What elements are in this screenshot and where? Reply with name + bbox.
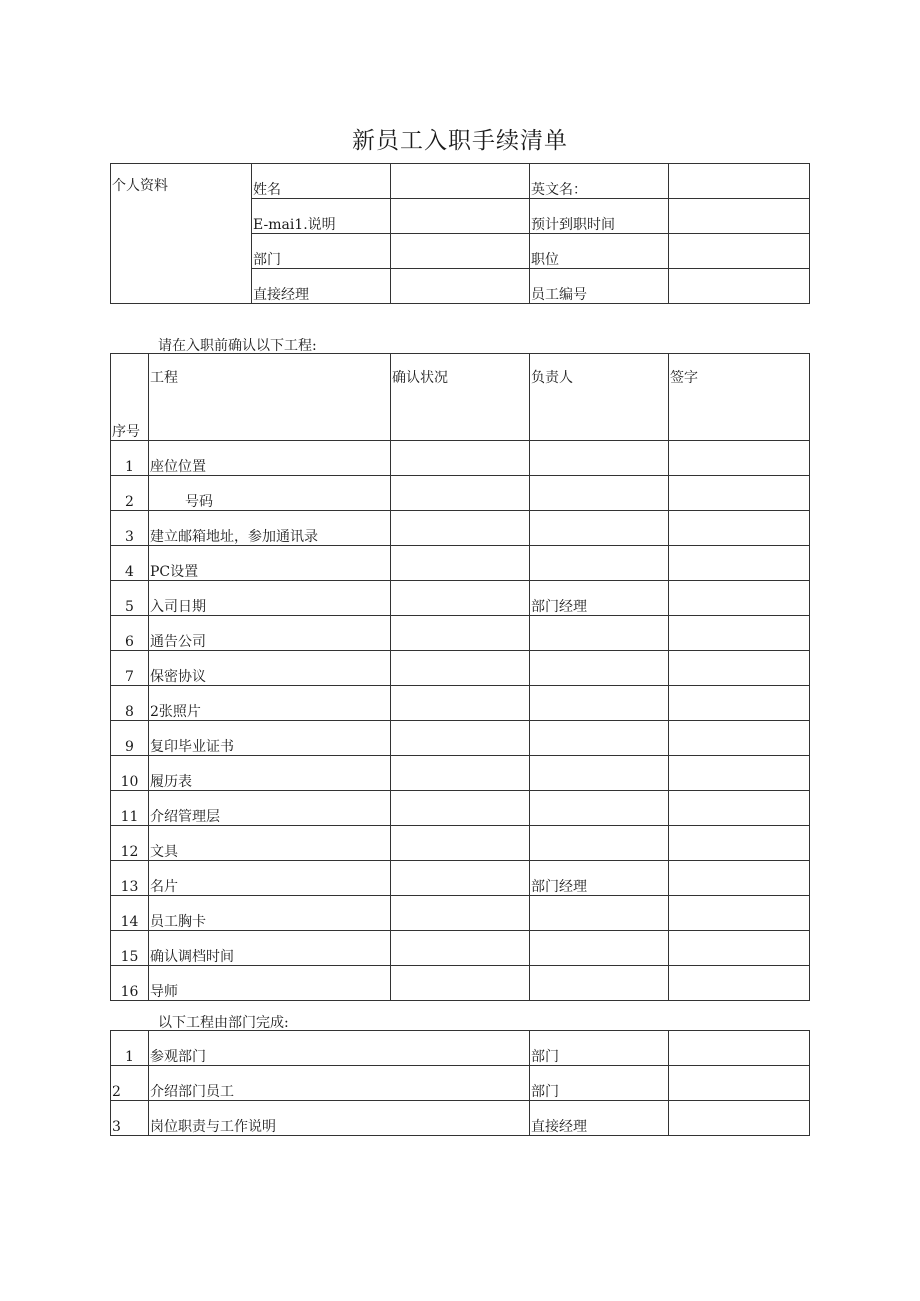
row-number: 5	[111, 581, 149, 616]
owner-header: 负责人	[530, 354, 669, 441]
sign-cell[interactable]	[669, 756, 810, 791]
table-row	[111, 966, 810, 1001]
position-label: 职位	[530, 234, 669, 269]
status-cell[interactable]	[391, 441, 530, 476]
owner-cell	[530, 826, 669, 861]
status-cell[interactable]	[391, 616, 530, 651]
sign-cell[interactable]	[669, 1031, 810, 1066]
status-cell[interactable]	[391, 721, 530, 756]
row-number: 12	[111, 826, 149, 861]
status-cell[interactable]	[391, 966, 530, 1001]
owner-cell	[530, 476, 669, 511]
task-item: 履历表	[149, 756, 391, 791]
table-row	[111, 1066, 810, 1101]
english-name-label: 英文名：	[530, 164, 669, 199]
department-label: 部门	[252, 234, 391, 269]
task-item: PC设置	[149, 546, 391, 581]
table-row	[111, 546, 810, 581]
manager-label: 直接经理	[252, 269, 391, 304]
owner-cell: 部门经理	[530, 861, 669, 896]
row-number: 6	[111, 616, 149, 651]
sign-cell[interactable]	[669, 511, 810, 546]
row-number: 9	[111, 721, 149, 756]
row-number: 1	[111, 1031, 149, 1066]
owner-cell	[530, 896, 669, 931]
item-header: 工程	[149, 354, 391, 441]
owner-cell	[530, 686, 669, 721]
task-item: 座位位置	[149, 441, 391, 476]
table-row	[111, 581, 810, 616]
task-item: 保密协议	[149, 651, 391, 686]
table-row	[111, 931, 810, 966]
employee-id-label: 员工编号	[530, 269, 669, 304]
row-number: 3	[111, 511, 149, 546]
sign-cell[interactable]	[669, 1101, 810, 1136]
table-row	[111, 686, 810, 721]
status-cell[interactable]	[391, 791, 530, 826]
task-item: 通告公司	[149, 616, 391, 651]
table-row	[111, 721, 810, 756]
personal-info-table	[110, 163, 810, 304]
status-cell[interactable]	[391, 896, 530, 931]
owner-cell	[530, 791, 669, 826]
row-number: 10	[111, 756, 149, 791]
table-row	[111, 826, 810, 861]
sign-cell[interactable]	[669, 966, 810, 1001]
sign-cell[interactable]	[669, 441, 810, 476]
table-row	[111, 616, 810, 651]
sign-cell[interactable]	[669, 616, 810, 651]
task-item: 导师	[149, 966, 391, 1001]
sign-cell[interactable]	[669, 931, 810, 966]
owner-cell	[530, 616, 669, 651]
sign-cell[interactable]	[669, 861, 810, 896]
sign-cell[interactable]	[669, 826, 810, 861]
sign-cell[interactable]	[669, 791, 810, 826]
status-cell[interactable]	[391, 756, 530, 791]
sign-cell[interactable]	[669, 686, 810, 721]
email-field[interactable]	[391, 199, 530, 234]
sign-cell[interactable]	[669, 896, 810, 931]
owner-cell: 直接经理	[530, 1101, 669, 1136]
row-number: 7	[111, 651, 149, 686]
sign-header: 签字	[669, 354, 810, 441]
status-cell[interactable]	[391, 651, 530, 686]
status-cell[interactable]	[391, 931, 530, 966]
tasks-table	[110, 353, 810, 1001]
table-row	[111, 861, 810, 896]
employee-id-field[interactable]	[669, 269, 810, 304]
sign-cell[interactable]	[669, 721, 810, 756]
sign-cell[interactable]	[669, 476, 810, 511]
row-number: 16	[111, 966, 149, 1001]
owner-cell	[530, 966, 669, 1001]
status-cell[interactable]	[391, 581, 530, 616]
status-cell[interactable]	[391, 861, 530, 896]
sign-cell[interactable]	[669, 651, 810, 686]
name-label: 姓名	[252, 164, 391, 199]
task-item: 文具	[149, 826, 391, 861]
task-item: 岗位职责与工作说明	[149, 1101, 530, 1136]
task-item: 参观部门	[149, 1031, 530, 1066]
owner-cell: 部门	[530, 1031, 669, 1066]
row-number: 2	[111, 476, 149, 511]
owner-cell	[530, 651, 669, 686]
row-number: 4	[111, 546, 149, 581]
row-number: 2	[111, 1066, 149, 1101]
table-row	[111, 651, 810, 686]
personal-section-label: 个人资料	[111, 164, 252, 304]
sign-cell[interactable]	[669, 581, 810, 616]
task-item: 确认调档时间	[149, 931, 391, 966]
task-item: 复印毕业证书	[149, 721, 391, 756]
task-item: 入司日期	[149, 581, 391, 616]
row-number: 1	[111, 441, 149, 476]
row-number: 3	[111, 1101, 149, 1136]
seq-header: 序号	[111, 354, 149, 441]
row-number: 15	[111, 931, 149, 966]
task-item: 名片	[149, 861, 391, 896]
table-row	[111, 756, 810, 791]
task-item: 介绍部门员工	[149, 1066, 530, 1101]
table-row	[111, 791, 810, 826]
task-item: 员工胸卡	[149, 896, 391, 931]
task-item: 建立邮箱地址，参加通讯录	[149, 511, 391, 546]
status-cell[interactable]	[391, 546, 530, 581]
start-date-label: 预计到职时间	[530, 199, 669, 234]
owner-cell	[530, 756, 669, 791]
task-item: 号码	[149, 476, 391, 511]
row-number: 8	[111, 686, 149, 721]
owner-cell	[530, 441, 669, 476]
owner-cell	[530, 931, 669, 966]
table-row	[111, 896, 810, 931]
start-date-field[interactable]	[669, 199, 810, 234]
department-field[interactable]	[391, 234, 530, 269]
tasks-caption: 请在入职前确认以下工程:	[158, 338, 317, 354]
owner-cell	[530, 511, 669, 546]
page-title: 新员工入职手续清单	[352, 128, 568, 154]
owner-cell: 部门	[530, 1066, 669, 1101]
sign-cell[interactable]	[669, 546, 810, 581]
name-field[interactable]	[391, 164, 530, 199]
row-number: 14	[111, 896, 149, 931]
task-item: 介绍管理层	[149, 791, 391, 826]
owner-cell	[530, 721, 669, 756]
table-row	[111, 1031, 810, 1066]
table-row	[111, 1101, 810, 1136]
table-row	[111, 511, 810, 546]
dept-tasks-table	[110, 1030, 810, 1136]
status-header: 确认状况	[391, 354, 530, 441]
owner-cell	[530, 546, 669, 581]
row-number: 11	[111, 791, 149, 826]
status-cell[interactable]	[391, 476, 530, 511]
owner-cell: 部门经理	[530, 581, 669, 616]
manager-field[interactable]	[391, 269, 530, 304]
status-cell[interactable]	[391, 511, 530, 546]
dept-caption: 以下工程由部门完成:	[158, 1015, 289, 1031]
table-row	[111, 476, 810, 511]
sign-cell[interactable]	[669, 1066, 810, 1101]
status-cell[interactable]	[391, 826, 530, 861]
task-item: 2张照片	[149, 686, 391, 721]
english-name-field[interactable]	[669, 164, 810, 199]
row-number: 13	[111, 861, 149, 896]
position-field[interactable]	[669, 234, 810, 269]
table-row	[111, 441, 810, 476]
email-label: E-mai1.说明	[252, 199, 391, 234]
status-cell[interactable]	[391, 686, 530, 721]
